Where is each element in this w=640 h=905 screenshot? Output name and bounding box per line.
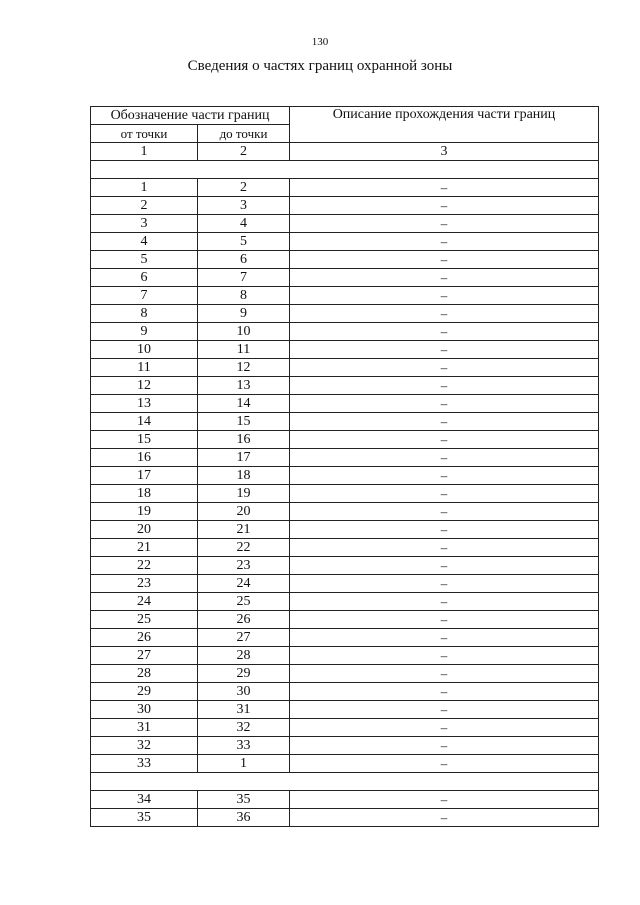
description-cell: – bbox=[290, 287, 599, 305]
from-point-cell: 22 bbox=[91, 557, 198, 575]
description-cell: – bbox=[290, 791, 599, 809]
to-point-cell: 23 bbox=[198, 557, 290, 575]
from-point-cell: 11 bbox=[91, 359, 198, 377]
description-cell: – bbox=[290, 323, 599, 341]
table-row bbox=[91, 179, 599, 197]
description-cell: – bbox=[290, 683, 599, 701]
description-cell: – bbox=[290, 521, 599, 539]
description-cell: – bbox=[290, 557, 599, 575]
description-cell: – bbox=[290, 503, 599, 521]
to-point-cell: 1 bbox=[198, 755, 290, 773]
from-point-cell: 21 bbox=[91, 539, 198, 557]
description-cell: – bbox=[290, 305, 599, 323]
column-number: 1 bbox=[91, 143, 198, 161]
table-row bbox=[91, 755, 599, 773]
table-row bbox=[91, 539, 599, 557]
to-point-cell: 7 bbox=[198, 269, 290, 287]
table-row bbox=[91, 215, 599, 233]
from-point-cell: 32 bbox=[91, 737, 198, 755]
section-separator-cell bbox=[91, 773, 599, 791]
table-row bbox=[91, 197, 599, 215]
section-separator-cell bbox=[91, 161, 599, 179]
description-cell: – bbox=[290, 251, 599, 269]
to-point-cell: 9 bbox=[198, 305, 290, 323]
to-point-cell: 20 bbox=[198, 503, 290, 521]
table-row bbox=[91, 647, 599, 665]
description-cell: – bbox=[290, 359, 599, 377]
to-point-cell: 6 bbox=[198, 251, 290, 269]
from-point-cell: 15 bbox=[91, 431, 198, 449]
header-description: Описание прохождения части границ bbox=[290, 107, 599, 143]
description-cell: – bbox=[290, 539, 599, 557]
to-point-cell: 21 bbox=[198, 521, 290, 539]
table-row bbox=[91, 449, 599, 467]
from-point-cell: 34 bbox=[91, 791, 198, 809]
description-cell: – bbox=[290, 629, 599, 647]
from-point-cell: 28 bbox=[91, 665, 198, 683]
from-point-cell: 10 bbox=[91, 341, 198, 359]
description-cell: – bbox=[290, 197, 599, 215]
description-cell: – bbox=[290, 449, 599, 467]
table-row bbox=[91, 701, 599, 719]
table-row bbox=[91, 359, 599, 377]
from-point-cell: 9 bbox=[91, 323, 198, 341]
table-row bbox=[91, 251, 599, 269]
description-cell: – bbox=[290, 611, 599, 629]
table-row bbox=[91, 665, 599, 683]
description-cell: – bbox=[290, 665, 599, 683]
to-point-cell: 11 bbox=[198, 341, 290, 359]
from-point-cell: 20 bbox=[91, 521, 198, 539]
from-point-cell: 13 bbox=[91, 395, 198, 413]
from-point-cell: 27 bbox=[91, 647, 198, 665]
table-row bbox=[91, 521, 599, 539]
description-cell: – bbox=[290, 341, 599, 359]
section-separator-row bbox=[91, 161, 599, 179]
table-row bbox=[91, 683, 599, 701]
to-point-cell: 31 bbox=[198, 701, 290, 719]
page-number: 130 bbox=[311, 36, 329, 48]
to-point-cell: 16 bbox=[198, 431, 290, 449]
from-point-cell: 14 bbox=[91, 413, 198, 431]
from-point-cell: 17 bbox=[91, 467, 198, 485]
table-row bbox=[91, 593, 599, 611]
to-point-cell: 17 bbox=[198, 449, 290, 467]
description-cell: – bbox=[290, 179, 599, 197]
table-row bbox=[91, 629, 599, 647]
table-row bbox=[91, 485, 599, 503]
from-point-cell: 35 bbox=[91, 809, 198, 827]
to-point-cell: 10 bbox=[198, 323, 290, 341]
from-point-cell: 26 bbox=[91, 629, 198, 647]
table-row bbox=[91, 719, 599, 737]
header-from-point: от точки bbox=[91, 125, 198, 143]
to-point-cell: 33 bbox=[198, 737, 290, 755]
to-point-cell: 18 bbox=[198, 467, 290, 485]
to-point-cell: 3 bbox=[198, 197, 290, 215]
description-cell: – bbox=[290, 575, 599, 593]
header-to-point: до точки bbox=[198, 125, 290, 143]
description-cell: – bbox=[290, 395, 599, 413]
table-row bbox=[91, 323, 599, 341]
from-point-cell: 16 bbox=[91, 449, 198, 467]
to-point-cell: 5 bbox=[198, 233, 290, 251]
description-cell: – bbox=[290, 233, 599, 251]
from-point-cell: 4 bbox=[91, 233, 198, 251]
to-point-cell: 15 bbox=[198, 413, 290, 431]
description-cell: – bbox=[290, 467, 599, 485]
to-point-cell: 4 bbox=[198, 215, 290, 233]
to-point-cell: 30 bbox=[198, 683, 290, 701]
table-row bbox=[91, 287, 599, 305]
from-point-cell: 25 bbox=[91, 611, 198, 629]
description-cell: – bbox=[290, 269, 599, 287]
from-point-cell: 29 bbox=[91, 683, 198, 701]
to-point-cell: 8 bbox=[198, 287, 290, 305]
table-row bbox=[91, 611, 599, 629]
description-cell: – bbox=[290, 377, 599, 395]
table-row bbox=[91, 377, 599, 395]
to-point-cell: 22 bbox=[198, 539, 290, 557]
table-row bbox=[91, 809, 599, 827]
table-row bbox=[91, 233, 599, 251]
description-cell: – bbox=[290, 737, 599, 755]
table-row bbox=[91, 467, 599, 485]
table-row bbox=[91, 341, 599, 359]
description-cell: – bbox=[290, 215, 599, 233]
description-cell: – bbox=[290, 485, 599, 503]
to-point-cell: 28 bbox=[198, 647, 290, 665]
table-row bbox=[91, 269, 599, 287]
from-point-cell: 33 bbox=[91, 755, 198, 773]
table-row bbox=[91, 737, 599, 755]
section-separator-row bbox=[91, 773, 599, 791]
to-point-cell: 26 bbox=[198, 611, 290, 629]
column-number: 2 bbox=[198, 143, 290, 161]
from-point-cell: 3 bbox=[91, 215, 198, 233]
table-row bbox=[91, 791, 599, 809]
from-point-cell: 24 bbox=[91, 593, 198, 611]
table-row bbox=[91, 557, 599, 575]
table-row bbox=[91, 305, 599, 323]
to-point-cell: 24 bbox=[198, 575, 290, 593]
to-point-cell: 2 bbox=[198, 179, 290, 197]
from-point-cell: 31 bbox=[91, 719, 198, 737]
description-cell: – bbox=[290, 647, 599, 665]
description-cell: – bbox=[290, 593, 599, 611]
to-point-cell: 13 bbox=[198, 377, 290, 395]
from-point-cell: 2 bbox=[91, 197, 198, 215]
description-cell: – bbox=[290, 413, 599, 431]
table-row bbox=[91, 431, 599, 449]
description-cell: – bbox=[290, 431, 599, 449]
table-row bbox=[91, 575, 599, 593]
from-point-cell: 19 bbox=[91, 503, 198, 521]
header-boundary-part: Обозначение части границ bbox=[91, 107, 290, 125]
from-point-cell: 30 bbox=[91, 701, 198, 719]
table-row bbox=[91, 395, 599, 413]
to-point-cell: 25 bbox=[198, 593, 290, 611]
to-point-cell: 19 bbox=[198, 485, 290, 503]
table-header bbox=[91, 107, 599, 143]
description-cell: – bbox=[290, 755, 599, 773]
column-number: 3 bbox=[290, 143, 599, 161]
to-point-cell: 14 bbox=[198, 395, 290, 413]
from-point-cell: 5 bbox=[91, 251, 198, 269]
from-point-cell: 12 bbox=[91, 377, 198, 395]
to-point-cell: 12 bbox=[198, 359, 290, 377]
description-cell: – bbox=[290, 701, 599, 719]
boundary-table bbox=[90, 106, 599, 827]
table-row bbox=[91, 413, 599, 431]
description-cell: – bbox=[290, 809, 599, 827]
from-point-cell: 23 bbox=[91, 575, 198, 593]
from-point-cell: 1 bbox=[91, 179, 198, 197]
from-point-cell: 7 bbox=[91, 287, 198, 305]
to-point-cell: 36 bbox=[198, 809, 290, 827]
description-cell: – bbox=[290, 719, 599, 737]
page-title: Сведения о частях границ охранной зоны bbox=[187, 58, 453, 74]
to-point-cell: 27 bbox=[198, 629, 290, 647]
from-point-cell: 8 bbox=[91, 305, 198, 323]
from-point-cell: 18 bbox=[91, 485, 198, 503]
to-point-cell: 32 bbox=[198, 719, 290, 737]
from-point-cell: 6 bbox=[91, 269, 198, 287]
table-row bbox=[91, 503, 599, 521]
to-point-cell: 29 bbox=[198, 665, 290, 683]
column-number-row bbox=[91, 143, 599, 161]
to-point-cell: 35 bbox=[198, 791, 290, 809]
table-body bbox=[91, 143, 599, 827]
